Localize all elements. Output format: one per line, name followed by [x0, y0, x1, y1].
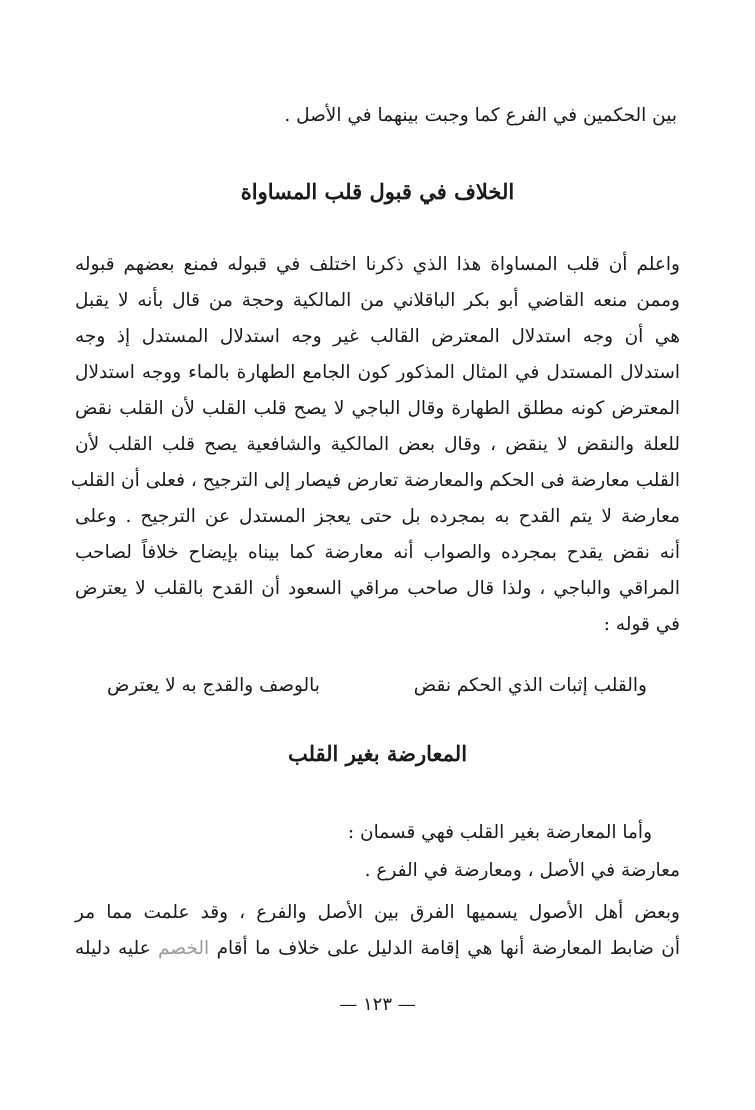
paragraph-line: في قوله :	[603, 614, 680, 635]
paragraph-line: معارضة في الأصل ، ومعارضة في الفرع .	[364, 860, 680, 881]
paragraph-line: القلب معارضة فى الحكم والمعارضة تعارض فيصار إلى الترجيح ، فعلى أن القلب	[70, 470, 680, 491]
poetry-verse	[107, 668, 647, 704]
verse-second-hemistich: بالوصف والقدج به لا يعترض	[107, 675, 320, 696]
paragraph-line: هي أن وجه استدلال المعترض القالب غير وجه استدلال المستدل إذ وجه	[75, 326, 680, 347]
paragraph-line: وأما المعارضة بغير القلب فهي قسمان :	[347, 822, 652, 843]
verse-first-hemistich: والقلب إثبات الذي الحكم نقض	[413, 675, 647, 696]
faded-word: الخصم	[158, 938, 210, 959]
paragraph-line: واعلم أن قلب المساواة هذا الذي ذكرنا اختلف في قبوله فمنع بعضهم قبوله	[75, 254, 680, 275]
paragraph-line: معارضة لا يتم القدح به بمجرده بل حتى يعجز المستدل عن الترجيح . وعلى	[75, 506, 680, 527]
paragraph-line: المعترض كونه مطلق الطهارة وقال الباجي لا يصح قلب القلب لأن القلب نقض	[75, 398, 680, 419]
paragraph-line: للعلة والنقض لا ينقض ، وقال بعض المالكية والشافعية يصح قلب القلب لأن	[75, 434, 680, 455]
paragraph-line: استدلال المستدل في المثال المذكور كون الجامع الطهارة بالماء ووجه استدلال	[75, 362, 680, 383]
paragraph-line: وبعض أهل الأصول يسميها الفرق بين الأصل والفرع ، وقد علمت مما مر	[75, 902, 680, 923]
last-line-start: أن ضابط المعارضة أنها هي إقامة الدليل على خلاف ما أقام	[209, 938, 680, 959]
paragraph-last-line	[75, 931, 680, 967]
section-heading-1: الخلاف في قبول قلب المساواة	[240, 179, 515, 204]
paragraph-line: أنه نقض يقدح بمجرده والصواب أنه معارضة كما بيناه بإيضاح خلافاً لصاحب	[75, 542, 680, 563]
paragraph-line: وممن منعه القاضي أبو بكر الباقلاني من المالكية وحجة من قال بأنه لا يقبل	[75, 290, 680, 311]
paragraph-line: المراقي والباجي ، ولذا قال صاحب مراقي السعود أن القدح بالقلب لا يعترض	[75, 578, 680, 599]
page-number: — ١٢٣ —	[339, 994, 416, 1015]
section-heading-2: المعارضة بغير القلب	[287, 741, 468, 766]
last-line-end: عليه دليله	[75, 938, 159, 959]
opening-line: بين الحكمين في الفرع كما وجبت بينهما في الأصل .	[284, 105, 677, 126]
